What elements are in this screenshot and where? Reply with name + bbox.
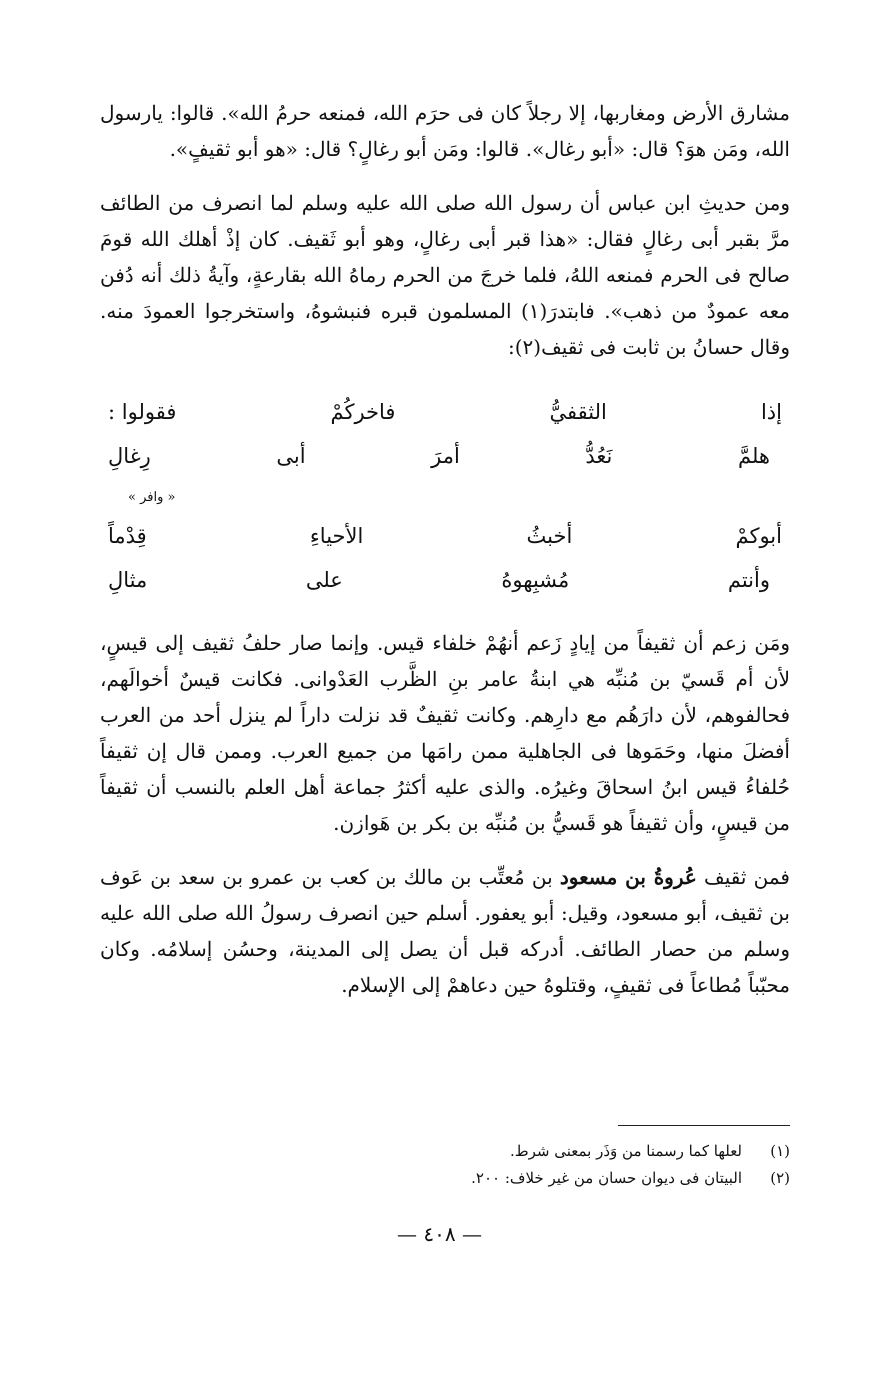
poem-word: على xyxy=(305,568,343,592)
paragraph-ibn-abbas: ومن حديثِ ابن عباس أن رسول الله صلى الله عليه وسلم لما انصرف من الطائف مرَّ بقبر أبى رغالٍ فقال: «هذا قبر أبى رغالٍ، وهو أبو ثَقيف. كان إذْ أهلك الله قومَ صالح فى الحرم فمنعه اللهُ، فلما خرجَ من الحرم رماهُ الله بقارعةٍ، وآيةُ ذلك أنه دُفن معه عمودٌ من ذهب». فابتدرَ(١) المسلمون قبره فنبشوهُ، واستخرجوا العمودَ منه. وقال حسانُ بن ثابت فى ثقيف(٢): xyxy=(100,191,791,359)
paragraph-hadith-end: مشارق الأرض ومغاربها، إلا رجلاً كان فى حرَم الله، فمنعه حرمُ الله». قالوا: يارسول الله، ومَن هوَ؟ قال: «أبو رغال». قالوا: ومَن أبو رغالٍ؟ قال: «هو أبو ثقيفٍ». xyxy=(100,101,790,161)
paragraph-urwa xyxy=(100,859,790,1003)
poem-word: أبى xyxy=(276,444,306,468)
meter-label: « وافر » xyxy=(128,490,176,505)
poem-word: إذا xyxy=(760,400,782,424)
poem-word: الثقفيُّ xyxy=(549,400,607,424)
poem-word: مُشبِهوهُ xyxy=(501,568,570,592)
paragraph-thaqif-lineage: ومَن زعم أن ثقيفاً من إيادٍ زَعم أنهُمْ خلفاء قيس. وإنما صار حلفُ ثقيف إلى قيسٍ، لأن أم قَسيّ بن مُنبِّه هي ابنةُ عامر بنِ الظَّرب العَدْوانى. فكانت قيسٌ أخوالَهم، فحالفوهم، لأن دارَهُم مع دارِهم. وكانت ثقيفٌ قد نزلت داراً لم ينزل أحد من العرب أفضلَ منها، وحَمَوها فى الجاهلية ممن رامَها من جميع العرب. وممن قال إن ثقيفاً حُلفاءُ قيس ابنُ اسحاقَ وغيرُه. والذى عليه أكثرُ جماعة أهل العلم بالنسب أن ثقيفاً من قيسٍ، وأن ثقيفاً هو قَسيُّ بن مُنبِّه بن بكر بن هَوازن. xyxy=(100,631,791,835)
footnote-1 xyxy=(300,1138,790,1165)
poem-word: فاخركُمْ xyxy=(330,400,396,424)
poem-word: رِغالِ xyxy=(108,444,151,468)
footnotes xyxy=(300,1138,790,1192)
paragraph-rest: بن مُعتِّب بن مالك بن كعب بن عمرو بن سعد بن عَوف بن ثقيف، أبو مسعود، وقيل: أبو يعفور. أسلم حين انصرف رسولُ الله صلى الله عليه وسلم من حصار الطائف. أدركه قبل أن يصل إلى المدينة، وحسُن إسلامُه. وكان محبّباً مُطاعاً فى ثقيفٍ، وقتلوهُ حين دعاهمْ إلى الإسلام. xyxy=(100,865,790,997)
poem-word: نَعُدُّ xyxy=(585,444,613,468)
poem-word: أبوكمْ xyxy=(735,524,782,548)
poem-word: مثالِ xyxy=(108,568,148,592)
footnote-text: لعلها كما رسمنا من وَذَر بمعنى شرط. xyxy=(509,1142,742,1160)
poem-word: هلمَّ xyxy=(737,444,770,468)
verse-2-second-hemistich xyxy=(100,561,790,599)
footnote-divider xyxy=(618,1125,790,1126)
footnote-text: البيتان فى ديوان حسان من غير خلاف: ٢٠٠. xyxy=(471,1169,742,1187)
person-name: عُروةُ بن مسعود xyxy=(559,865,697,889)
footnote-2 xyxy=(300,1165,790,1192)
page-number: — ٤٠٨ — xyxy=(397,1222,482,1246)
poem xyxy=(100,393,790,599)
verse-1-first-hemistich xyxy=(100,393,790,431)
poem-word: أمرَ xyxy=(431,444,460,468)
paragraph-lead: فمن ثقيف xyxy=(704,865,790,889)
verse-1-second-hemistich xyxy=(100,437,790,475)
page-body xyxy=(100,95,790,1003)
poem-word: أخبثُ xyxy=(526,524,573,548)
verse-2-first-hemistich xyxy=(100,517,790,555)
poem-word: قِدْماً xyxy=(108,524,147,548)
poem-word: الأحياءِ xyxy=(309,524,364,548)
footnote-number: (١) xyxy=(770,1142,790,1160)
footnote-number: (٢) xyxy=(770,1169,790,1187)
poem-word: فقولوا : xyxy=(108,400,177,424)
poem-word: وأنتم xyxy=(727,568,770,592)
